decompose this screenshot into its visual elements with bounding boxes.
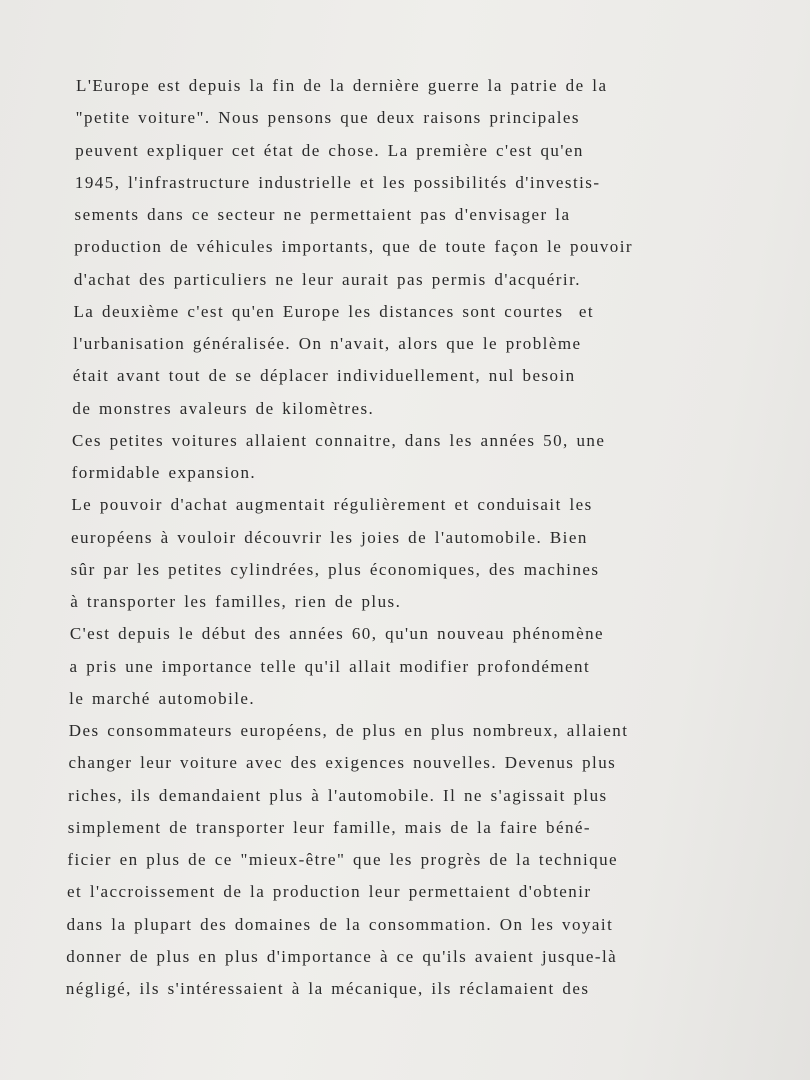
text-line: riches, ils demandaient plus à l'automobile. Il ne s'agissait plus bbox=[68, 785, 608, 805]
text-line: ficier en plus de ce "mieux-être" que les progrès de la technique bbox=[67, 850, 619, 869]
text-line: 1945, l'infrastructure industrielle et les possibilités d'investis- bbox=[74, 172, 601, 192]
text-line: de monstres avaleurs de kilomètres. bbox=[72, 398, 375, 418]
text-line: changer leur voiture avec des exigences nouvelles. Devenus plus bbox=[68, 753, 617, 773]
text-line: L'Europe est depuis la fin de la dernière guerre la patrie de la bbox=[76, 76, 608, 95]
text-line: l'urbanisation généralisée. On n'avait, alors que le problème bbox=[73, 334, 582, 353]
text-line: européens à vouloir découvrir les joies de l'automobile. Bien bbox=[70, 527, 588, 547]
text-line: Ces petites voitures allaient connaitre, dans les années 50, une bbox=[72, 430, 606, 450]
text-line: donner de plus en plus d'importance à ce qu'ils avaient jusque-là bbox=[66, 946, 618, 966]
text-line: C'est depuis le début des années 60, qu'un nouveau phénomène bbox=[69, 624, 605, 644]
text-line: Le pouvoir d'achat augmentait régulièrement et conduisait les bbox=[71, 495, 593, 515]
text-line: a pris une importance telle qu'il allait modifier profondément bbox=[69, 656, 591, 676]
text-line: production de véhicules importants, que de toute façon le pouvoir bbox=[74, 237, 634, 257]
text-line: était avant tout de se déplacer individuellement, nul besoin bbox=[72, 366, 576, 386]
text-line: le marché automobile. bbox=[69, 688, 256, 708]
text-line: dans la plupart des domaines de la consommation. On les voyait bbox=[66, 914, 614, 934]
text-line: simplement de transporter leur famille, mais de la faire béné- bbox=[67, 817, 592, 837]
text-line: négligé, ils s'intéressaient à la mécanique, ils réclamaient des bbox=[65, 979, 590, 998]
text-line: sements dans ce secteur ne permettaient pas d'envisager la bbox=[74, 205, 571, 224]
text-line: peuvent expliquer cet état de chose. La première c'est qu'en bbox=[75, 140, 584, 160]
text-line: et l'accroissement de la production leur permettaient d'obtenir bbox=[67, 882, 592, 902]
text-line: sûr par les petites cylindrées, plus économiques, des machines bbox=[70, 559, 600, 579]
text-line: formidable expansion. bbox=[71, 463, 257, 482]
text-line: La deuxième c'est qu'en Europe les distances sont courtes et bbox=[73, 301, 595, 321]
text-line: Des consommateurs européens, de plus en plus nombreux, allaient bbox=[68, 721, 629, 740]
text-line: d'achat des particuliers ne leur aurait pas permis d'acquérir. bbox=[73, 269, 581, 289]
text-line: "petite voiture". Nous pensons que deux raisons principales bbox=[75, 108, 580, 128]
text-line: à transporter les familles, rien de plus. bbox=[70, 592, 402, 611]
